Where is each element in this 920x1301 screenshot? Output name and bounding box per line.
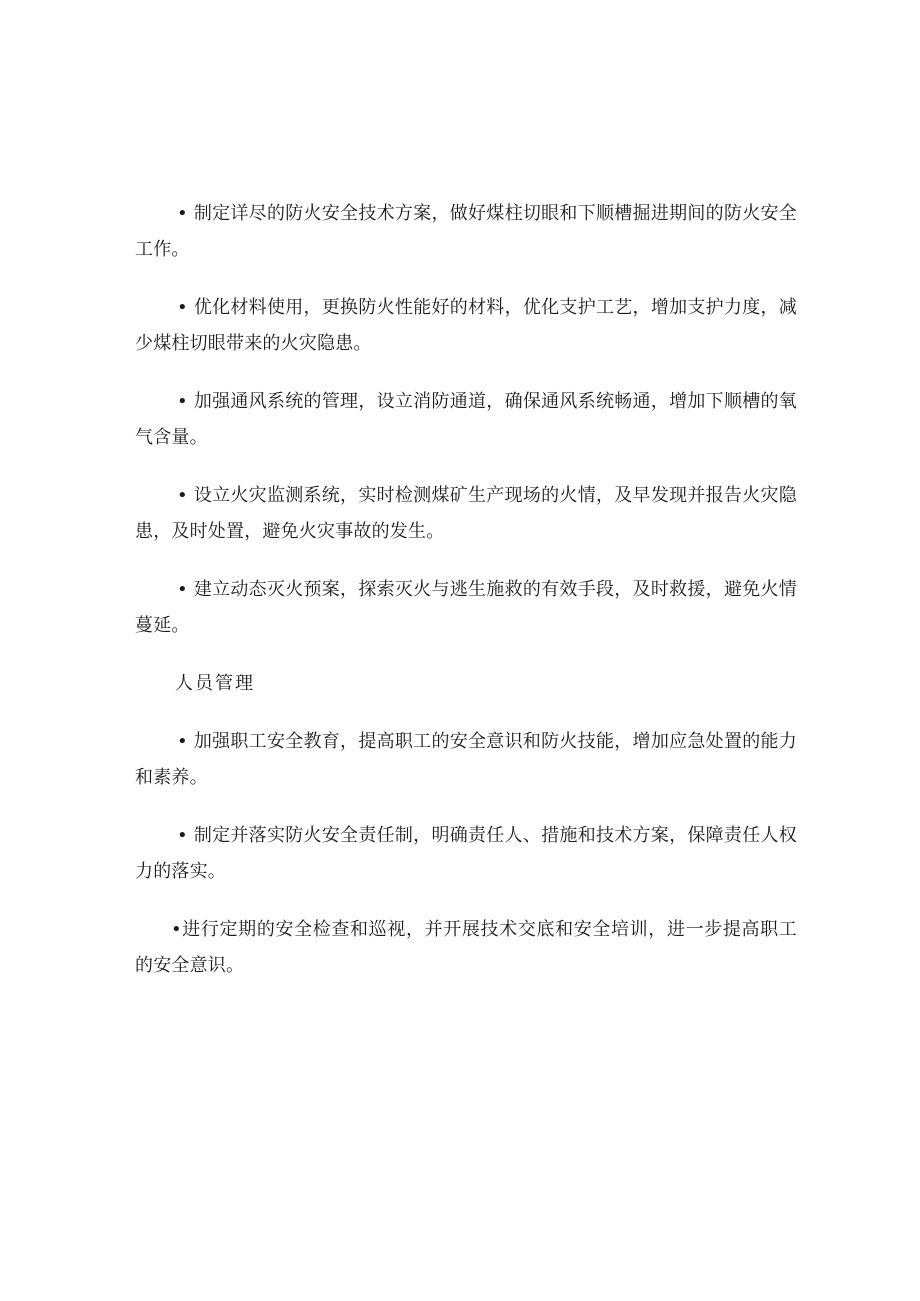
paragraph-fire-response: • 建立动态灭火预案，探索灭火与逃生施救的有效手段，及时救援，避免火情蔓延。 bbox=[135, 579, 797, 636]
paragraph-fire-plan: • 制定详尽的防火安全技术方案，做好煤柱切眼和下顺槽掘进期间的防火安全工作。 bbox=[135, 203, 797, 260]
paragraph-responsibility: • 制定并落实防火安全责任制，明确责任人、措施和技术方案，保障责任人权力的落实。 bbox=[135, 825, 797, 882]
paragraph-ventilation: • 加强通风系统的管理，设立消防通道，确保通风系统畅通，增加下顺槽的氧气含量。 bbox=[135, 391, 797, 448]
paragraph-safety-education: • 加强职工安全教育，提高职工的安全意识和防火技能，增加应急处置的能力和素养。 bbox=[135, 731, 797, 788]
paragraph-fire-monitoring: • 设立火灾监测系统，实时检测煤矿生产现场的火情，及早发现并报告火灾隐患，及时处置，避免火灾事故的发生。 bbox=[135, 485, 797, 542]
section-heading-personnel: 人员管理 bbox=[175, 673, 255, 694]
paragraph-inspection: •进行定期的安全检查和巡视，并开展技术交底和安全培训，进一步提高职工的安全意识。 bbox=[135, 919, 797, 976]
paragraph-materials: • 优化材料使用，更换防火性能好的材料，优化支护工艺，增加支护力度，减少煤柱切眼带来的火灾隐患。 bbox=[135, 297, 797, 354]
document-body bbox=[135, 196, 797, 1006]
